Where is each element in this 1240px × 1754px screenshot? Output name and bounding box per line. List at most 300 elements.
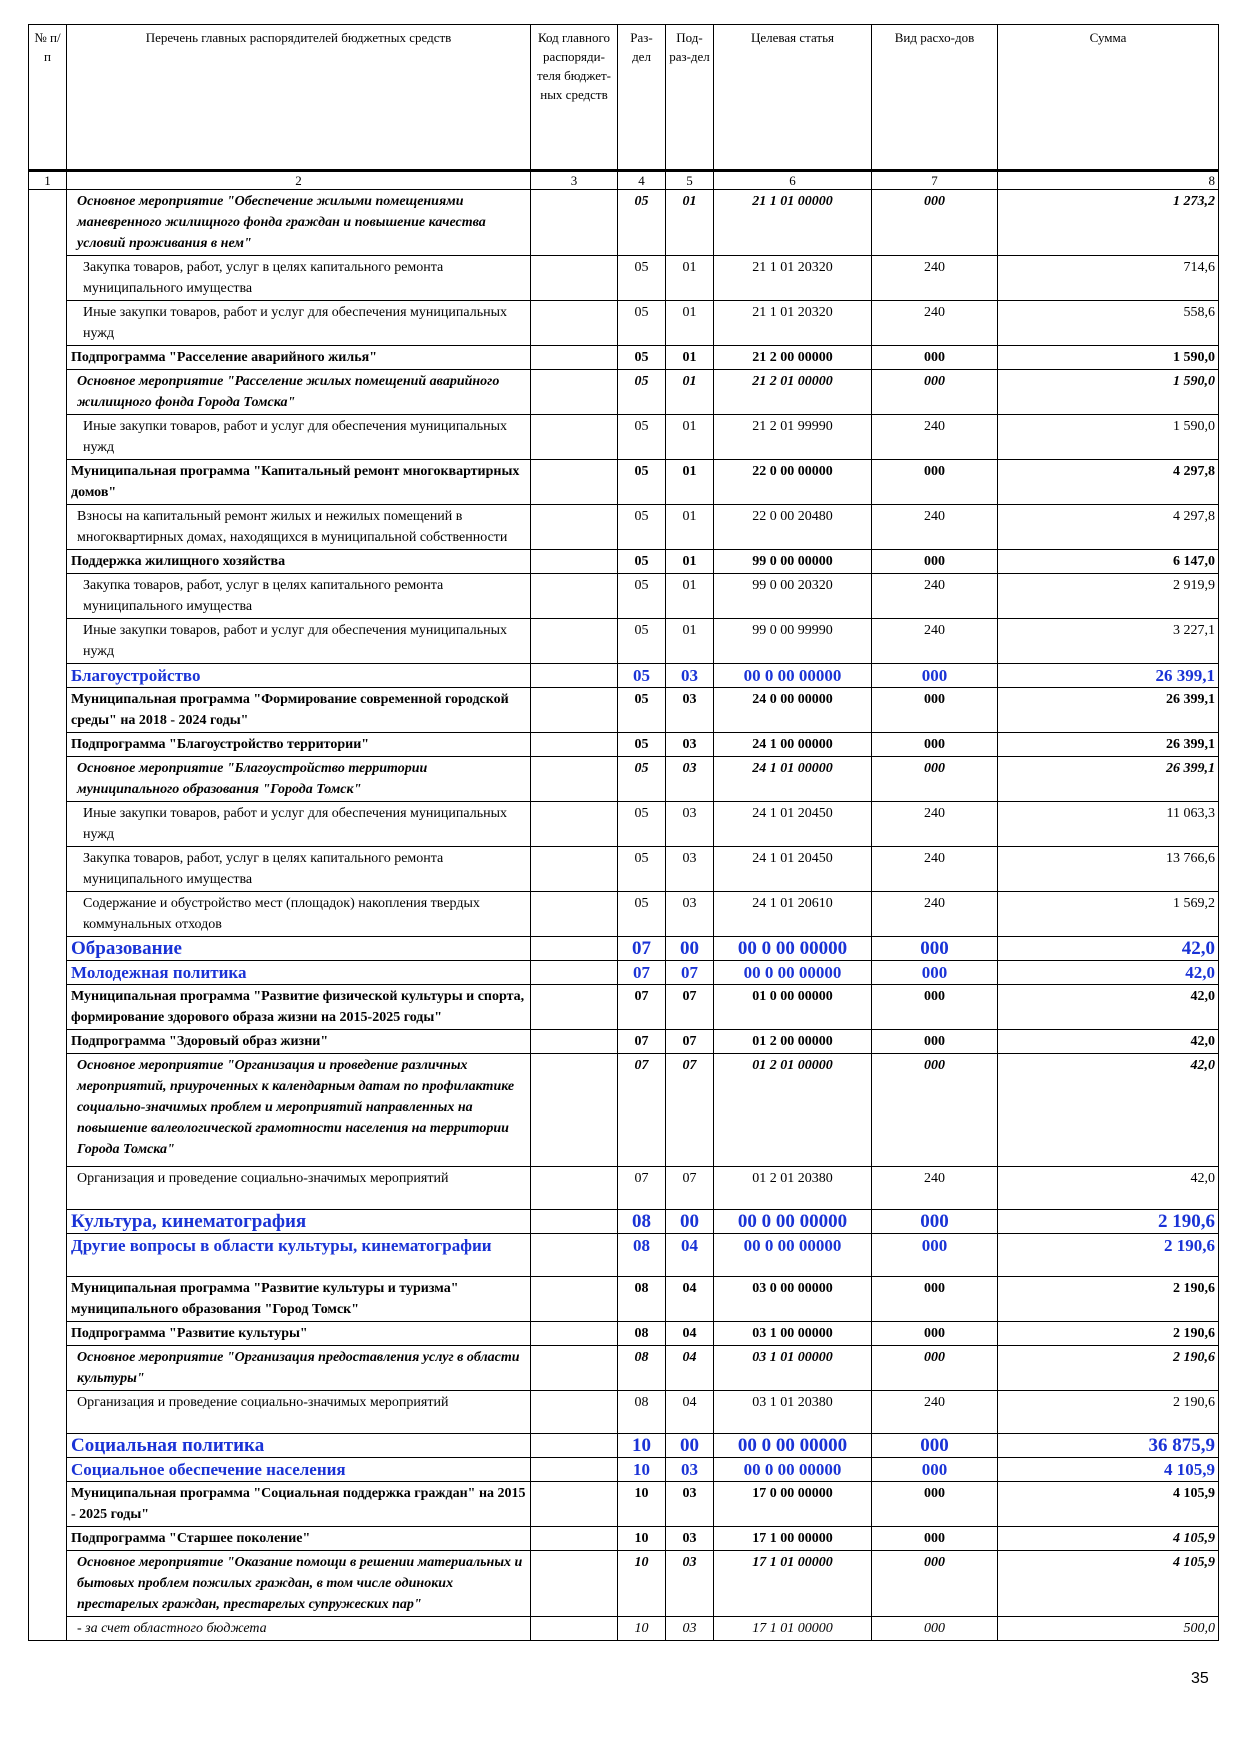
table-row	[29, 1617, 1219, 1641]
row-expense-type: 000	[872, 1527, 998, 1551]
col-header-name: Перечень главных распорядителей бюджетных средств	[67, 25, 531, 171]
row-target-article: 24 1 01 20450	[714, 802, 872, 847]
row-name: Культура, кинематография	[67, 1210, 531, 1234]
row-podrazdel: 03	[666, 1617, 714, 1641]
row-expense-type: 000	[872, 961, 998, 985]
row-podrazdel: 07	[666, 961, 714, 985]
row-name: Муниципальная программа "Капитальный ремонт многоквартирных домов"	[67, 460, 531, 505]
row-expense-type: 000	[872, 1617, 998, 1641]
table-row	[29, 550, 1219, 574]
row-razdel: 08	[618, 1234, 666, 1277]
row-sum: 42,0	[998, 937, 1219, 961]
row-podrazdel: 00	[666, 1434, 714, 1458]
row-name: Основное мероприятие "Обеспечение жилыми помещениями маневренного жилищного фонда граждан и повышение качества условий проживания в нем"	[67, 190, 531, 256]
row-expense-type: 240	[872, 619, 998, 664]
row-name: Организация и проведение социально-значимых мероприятий	[67, 1167, 531, 1210]
table-row	[29, 1322, 1219, 1346]
row-code	[531, 1030, 618, 1054]
row-code	[531, 1234, 618, 1277]
row-expense-type: 000	[872, 688, 998, 733]
row-name: Основное мероприятие "Организация предоставления услуг в области культуры"	[67, 1346, 531, 1391]
col-number: 4	[618, 171, 666, 190]
table-row	[29, 1527, 1219, 1551]
row-name: - за счет областного бюджета	[67, 1617, 531, 1641]
row-target-article: 24 0 00 00000	[714, 688, 872, 733]
row-code	[531, 1527, 618, 1551]
row-target-article: 99 0 00 99990	[714, 619, 872, 664]
row-sum: 42,0	[998, 985, 1219, 1030]
row-razdel: 05	[618, 190, 666, 256]
row-razdel: 07	[618, 1030, 666, 1054]
row-razdel: 05	[618, 802, 666, 847]
row-name: Муниципальная программа "Социальная поддержка граждан" на 2015 - 2025 годы"	[67, 1482, 531, 1527]
table-row	[29, 1210, 1219, 1234]
col-header-num: № п/п	[29, 25, 67, 171]
row-expense-type: 000	[872, 1322, 998, 1346]
row-expense-type: 000	[872, 346, 998, 370]
row-razdel: 05	[618, 301, 666, 346]
row-podrazdel: 07	[666, 1030, 714, 1054]
row-razdel: 08	[618, 1346, 666, 1391]
row-podrazdel: 01	[666, 190, 714, 256]
table-row	[29, 346, 1219, 370]
row-target-article: 21 1 01 20320	[714, 301, 872, 346]
table-row	[29, 1551, 1219, 1617]
row-target-article: 00 0 00 00000	[714, 664, 872, 688]
row-target-article: 24 1 00 00000	[714, 733, 872, 757]
row-code	[531, 1277, 618, 1322]
table-row	[29, 1054, 1219, 1167]
row-razdel: 05	[618, 619, 666, 664]
row-podrazdel: 04	[666, 1277, 714, 1322]
row-sum: 6 147,0	[998, 550, 1219, 574]
row-sum: 4 105,9	[998, 1551, 1219, 1617]
col-header-razdel: Раз-дел	[618, 25, 666, 171]
row-expense-type: 000	[872, 1210, 998, 1234]
row-sum: 4 105,9	[998, 1458, 1219, 1482]
row-podrazdel: 03	[666, 1527, 714, 1551]
row-code	[531, 961, 618, 985]
row-expense-type: 000	[872, 985, 998, 1030]
row-target-article: 03 1 01 20380	[714, 1391, 872, 1434]
col-number: 7	[872, 171, 998, 190]
table-row	[29, 1234, 1219, 1277]
row-podrazdel: 01	[666, 460, 714, 505]
row-expense-type: 240	[872, 1167, 998, 1210]
row-name: Основное мероприятие "Оказание помощи в решении материальных и бытовых проблем пожилых граждан, в том числе одиноких престарелых граждан, престарелых супружеских пар"	[67, 1551, 531, 1617]
row-sum: 42,0	[998, 1030, 1219, 1054]
row-podrazdel: 01	[666, 256, 714, 301]
row-code	[531, 370, 618, 415]
col-number: 3	[531, 171, 618, 190]
row-code	[531, 1391, 618, 1434]
col-number: 8	[998, 171, 1219, 190]
row-razdel: 05	[618, 733, 666, 757]
row-code	[531, 937, 618, 961]
row-podrazdel: 01	[666, 550, 714, 574]
table-row	[29, 733, 1219, 757]
row-expense-type: 000	[872, 1458, 998, 1482]
row-code	[531, 550, 618, 574]
row-code	[531, 1322, 618, 1346]
row-podrazdel: 07	[666, 1167, 714, 1210]
row-sum: 42,0	[998, 1054, 1219, 1167]
row-target-article: 24 1 01 20450	[714, 847, 872, 892]
table-body	[29, 190, 1219, 1641]
row-target-article: 21 1 01 00000	[714, 190, 872, 256]
table-row	[29, 415, 1219, 460]
row-podrazdel: 01	[666, 574, 714, 619]
row-razdel: 07	[618, 961, 666, 985]
col-header-target-article: Целевая статья	[714, 25, 872, 171]
row-razdel: 05	[618, 892, 666, 937]
row-expense-type: 000	[872, 370, 998, 415]
row-expense-type: 240	[872, 892, 998, 937]
row-expense-type: 000	[872, 664, 998, 688]
row-podrazdel: 00	[666, 937, 714, 961]
row-razdel: 10	[618, 1434, 666, 1458]
row-target-article: 21 2 00 00000	[714, 346, 872, 370]
row-name: Муниципальная программа "Развитие физической культуры и спорта, формирование здорового образа жизни на 2015-2025 годы"	[67, 985, 531, 1030]
table-row	[29, 619, 1219, 664]
row-razdel: 08	[618, 1210, 666, 1234]
row-podrazdel: 03	[666, 1551, 714, 1617]
row-podrazdel: 03	[666, 1482, 714, 1527]
col-number: 6	[714, 171, 872, 190]
row-podrazdel: 03	[666, 733, 714, 757]
row-target-article: 03 1 00 00000	[714, 1322, 872, 1346]
col-header-podrazdel: Под-раз-дел	[666, 25, 714, 171]
row-name: Подпрограмма "Развитие культуры"	[67, 1322, 531, 1346]
row-target-article: 00 0 00 00000	[714, 1458, 872, 1482]
table-row	[29, 1277, 1219, 1322]
row-expense-type: 000	[872, 733, 998, 757]
row-target-article: 03 0 00 00000	[714, 1277, 872, 1322]
row-code	[531, 619, 618, 664]
row-name: Благоустройство	[67, 664, 531, 688]
row-code	[531, 301, 618, 346]
row-sum: 4 105,9	[998, 1527, 1219, 1551]
row-code	[531, 256, 618, 301]
row-razdel: 08	[618, 1322, 666, 1346]
row-sum: 4 297,8	[998, 505, 1219, 550]
row-razdel: 07	[618, 937, 666, 961]
row-sum: 26 399,1	[998, 664, 1219, 688]
row-target-article: 17 1 01 00000	[714, 1617, 872, 1641]
row-name: Поддержка жилищного хозяйства	[67, 550, 531, 574]
header-row	[29, 25, 1219, 171]
row-target-article: 00 0 00 00000	[714, 1234, 872, 1277]
row-expense-type: 000	[872, 1482, 998, 1527]
row-name: Взносы на капитальный ремонт жилых и нежилых помещений в многоквартирных домах, находящихся в муниципальной собственности	[67, 505, 531, 550]
row-sum: 500,0	[998, 1617, 1219, 1641]
row-expense-type: 240	[872, 301, 998, 346]
row-razdel: 05	[618, 505, 666, 550]
row-name: Организация и проведение социально-значимых мероприятий	[67, 1391, 531, 1434]
row-sum: 3 227,1	[998, 619, 1219, 664]
row-sum: 42,0	[998, 961, 1219, 985]
row-razdel: 05	[618, 460, 666, 505]
row-code	[531, 1054, 618, 1167]
row-sum: 26 399,1	[998, 733, 1219, 757]
row-target-article: 00 0 00 00000	[714, 1434, 872, 1458]
row-razdel: 05	[618, 415, 666, 460]
row-code	[531, 574, 618, 619]
row-name: Основное мероприятие "Организация и проведение различных мероприятий, приуроченных к календарным датам по профилактике социально-значимых проблем и мероприятий направленных на повышение валеологической грамотности населения на территории Города Томска"	[67, 1054, 531, 1167]
row-name: Основное мероприятие "Благоустройство территории муниципального образования "Города Томск"	[67, 757, 531, 802]
row-expense-type: 000	[872, 1054, 998, 1167]
row-podrazdel: 03	[666, 1458, 714, 1482]
row-razdel: 05	[618, 574, 666, 619]
row-razdel: 10	[618, 1617, 666, 1641]
row-target-article: 24 1 01 20610	[714, 892, 872, 937]
row-sum: 1 569,2	[998, 892, 1219, 937]
row-sum: 2 190,6	[998, 1322, 1219, 1346]
row-target-article: 17 1 00 00000	[714, 1527, 872, 1551]
table-row	[29, 1346, 1219, 1391]
row-sum: 26 399,1	[998, 688, 1219, 733]
row-expense-type: 000	[872, 1346, 998, 1391]
col-number: 1	[29, 171, 67, 190]
row-sum: 2 190,6	[998, 1277, 1219, 1322]
row-razdel: 07	[618, 1167, 666, 1210]
row-name: Подпрограмма "Старшее поколение"	[67, 1527, 531, 1551]
row-target-article: 24 1 01 00000	[714, 757, 872, 802]
row-expense-type: 000	[872, 1434, 998, 1458]
row-razdel: 05	[618, 346, 666, 370]
row-target-article: 17 1 01 00000	[714, 1551, 872, 1617]
row-razdel: 05	[618, 256, 666, 301]
table-row	[29, 664, 1219, 688]
table-row	[29, 190, 1219, 256]
row-expense-type: 000	[872, 1030, 998, 1054]
table-row	[29, 1167, 1219, 1210]
table-row	[29, 460, 1219, 505]
row-podrazdel: 04	[666, 1391, 714, 1434]
row-expense-type: 240	[872, 256, 998, 301]
row-target-article: 00 0 00 00000	[714, 1210, 872, 1234]
table-row	[29, 937, 1219, 961]
row-podrazdel: 03	[666, 664, 714, 688]
row-code	[531, 757, 618, 802]
table-row	[29, 847, 1219, 892]
row-podrazdel: 03	[666, 847, 714, 892]
row-target-article: 21 2 01 00000	[714, 370, 872, 415]
row-code	[531, 892, 618, 937]
row-sum: 2 190,6	[998, 1210, 1219, 1234]
page-number: 35	[1191, 1670, 1209, 1687]
row-name: Подпрограмма "Благоустройство территории"	[67, 733, 531, 757]
row-name: Подпрограмма "Расселение аварийного жилья"	[67, 346, 531, 370]
row-razdel: 10	[618, 1458, 666, 1482]
row-razdel: 05	[618, 664, 666, 688]
row-target-article: 22 0 00 00000	[714, 460, 872, 505]
row-sum: 42,0	[998, 1167, 1219, 1210]
row-code	[531, 664, 618, 688]
row-expense-type: 240	[872, 505, 998, 550]
row-code	[531, 346, 618, 370]
row-code	[531, 505, 618, 550]
row-name: Социальное обеспечение населения	[67, 1458, 531, 1482]
row-podrazdel: 07	[666, 1054, 714, 1167]
row-name: Иные закупки товаров, работ и услуг для обеспечения муниципальных нужд	[67, 301, 531, 346]
row-expense-type: 240	[872, 847, 998, 892]
row-razdel: 07	[618, 1054, 666, 1167]
table-row	[29, 370, 1219, 415]
row-sum: 26 399,1	[998, 757, 1219, 802]
row-expense-type: 000	[872, 1234, 998, 1277]
row-name: Основное мероприятие "Расселение жилых помещений аварийного жилищного фонда Города Томска"	[67, 370, 531, 415]
table-row	[29, 256, 1219, 301]
row-code	[531, 1617, 618, 1641]
row-expense-type: 000	[872, 937, 998, 961]
row-podrazdel: 03	[666, 892, 714, 937]
table-row	[29, 985, 1219, 1030]
table-row	[29, 1458, 1219, 1482]
col-header-code: Код главного распоряди-теля бюджет-ных средств	[531, 25, 618, 171]
row-sum: 1 590,0	[998, 370, 1219, 415]
row-expense-type: 000	[872, 1551, 998, 1617]
row-sum: 11 063,3	[998, 802, 1219, 847]
row-razdel: 05	[618, 370, 666, 415]
table-row	[29, 688, 1219, 733]
row-name: Закупка товаров, работ, услуг в целях капитального ремонта муниципального имущества	[67, 574, 531, 619]
row-target-article: 99 0 00 00000	[714, 550, 872, 574]
row-podrazdel: 01	[666, 370, 714, 415]
row-name: Образование	[67, 937, 531, 961]
row-razdel: 10	[618, 1551, 666, 1617]
row-expense-type: 240	[872, 574, 998, 619]
row-code	[531, 1434, 618, 1458]
row-expense-type: 000	[872, 550, 998, 574]
table-row	[29, 1391, 1219, 1434]
row-razdel: 07	[618, 985, 666, 1030]
row-expense-type: 240	[872, 415, 998, 460]
row-code	[531, 985, 618, 1030]
row-expense-type: 240	[872, 802, 998, 847]
row-sum: 1 590,0	[998, 346, 1219, 370]
row-name: Социальная политика	[67, 1434, 531, 1458]
row-name: Иные закупки товаров, работ и услуг для обеспечения муниципальных нужд	[67, 415, 531, 460]
row-razdel: 05	[618, 550, 666, 574]
row-podrazdel: 01	[666, 301, 714, 346]
row-name: Закупка товаров, работ, услуг в целях капитального ремонта муниципального имущества	[67, 256, 531, 301]
row-expense-type: 000	[872, 460, 998, 505]
col-number: 2	[67, 171, 531, 190]
row-code	[531, 733, 618, 757]
row-target-article: 99 0 00 20320	[714, 574, 872, 619]
row-name: Подпрограмма "Здоровый образ жизни"	[67, 1030, 531, 1054]
row-target-article: 17 0 00 00000	[714, 1482, 872, 1527]
row-razdel: 10	[618, 1527, 666, 1551]
row-sum: 2 190,6	[998, 1391, 1219, 1434]
budget-table	[28, 24, 1219, 1641]
row-expense-type: 000	[872, 190, 998, 256]
col-number: 5	[666, 171, 714, 190]
row-razdel: 05	[618, 757, 666, 802]
row-code	[531, 1458, 618, 1482]
row-name: Закупка товаров, работ, услуг в целях капитального ремонта муниципального имущества	[67, 847, 531, 892]
row-razdel: 10	[618, 1482, 666, 1527]
row-podrazdel: 03	[666, 688, 714, 733]
table-row	[29, 961, 1219, 985]
row-podrazdel: 01	[666, 415, 714, 460]
row-code	[531, 190, 618, 256]
table-row	[29, 1482, 1219, 1527]
row-target-article: 01 2 00 00000	[714, 1030, 872, 1054]
row-name: Иные закупки товаров, работ и услуг для обеспечения муниципальных нужд	[67, 802, 531, 847]
table-row	[29, 892, 1219, 937]
table-row	[29, 301, 1219, 346]
row-expense-type: 000	[872, 757, 998, 802]
row-sum: 2 919,9	[998, 574, 1219, 619]
row-expense-type: 240	[872, 1391, 998, 1434]
row-name: Муниципальная программа "Развитие культуры и туризма" муниципального образования "Город Томск"	[67, 1277, 531, 1322]
row-podrazdel: 01	[666, 346, 714, 370]
row-sum: 4 105,9	[998, 1482, 1219, 1527]
row-target-article: 01 0 00 00000	[714, 985, 872, 1030]
row-podrazdel: 01	[666, 619, 714, 664]
col-header-expense-type: Вид расхо-дов	[872, 25, 998, 171]
row-razdel: 08	[618, 1391, 666, 1434]
row-target-article: 21 1 01 20320	[714, 256, 872, 301]
row-podrazdel: 04	[666, 1346, 714, 1391]
row-code	[531, 415, 618, 460]
row-name: Другие вопросы в области культуры, кинематографии	[67, 1234, 531, 1277]
row-podrazdel: 07	[666, 985, 714, 1030]
row-sum: 558,6	[998, 301, 1219, 346]
row-code	[531, 1482, 618, 1527]
row-code	[531, 1551, 618, 1617]
row-razdel: 05	[618, 688, 666, 733]
row-sum: 714,6	[998, 256, 1219, 301]
row-target-article: 00 0 00 00000	[714, 961, 872, 985]
row-target-article: 03 1 01 00000	[714, 1346, 872, 1391]
row-podrazdel: 04	[666, 1322, 714, 1346]
row-code	[531, 1346, 618, 1391]
row-code	[531, 1210, 618, 1234]
row-name: Муниципальная программа "Формирование современной городской среды" на 2018 - 2024 годы"	[67, 688, 531, 733]
row-razdel: 08	[618, 1277, 666, 1322]
table-row	[29, 1030, 1219, 1054]
table-row	[29, 1434, 1219, 1458]
row-sum: 2 190,6	[998, 1346, 1219, 1391]
row-target-article: 21 2 01 99990	[714, 415, 872, 460]
row-sum: 4 297,8	[998, 460, 1219, 505]
row-target-article: 22 0 00 20480	[714, 505, 872, 550]
row-sum: 13 766,6	[998, 847, 1219, 892]
row-num-cell	[29, 190, 67, 1641]
row-code	[531, 460, 618, 505]
row-target-article: 01 2 01 00000	[714, 1054, 872, 1167]
row-podrazdel: 04	[666, 1234, 714, 1277]
row-target-article: 00 0 00 00000	[714, 937, 872, 961]
row-sum: 1 273,2	[998, 190, 1219, 256]
table-row	[29, 802, 1219, 847]
table-row	[29, 505, 1219, 550]
row-name: Содержание и обустройство мест (площадок) накопления твердых коммунальных отходов	[67, 892, 531, 937]
row-podrazdel: 01	[666, 505, 714, 550]
row-code	[531, 688, 618, 733]
row-code	[531, 1167, 618, 1210]
row-name: Иные закупки товаров, работ и услуг для обеспечения муниципальных нужд	[67, 619, 531, 664]
row-name: Молодежная политика	[67, 961, 531, 985]
col-header-sum: Сумма	[998, 25, 1219, 171]
table-row	[29, 757, 1219, 802]
row-razdel: 05	[618, 847, 666, 892]
row-sum: 2 190,6	[998, 1234, 1219, 1277]
table-row	[29, 574, 1219, 619]
